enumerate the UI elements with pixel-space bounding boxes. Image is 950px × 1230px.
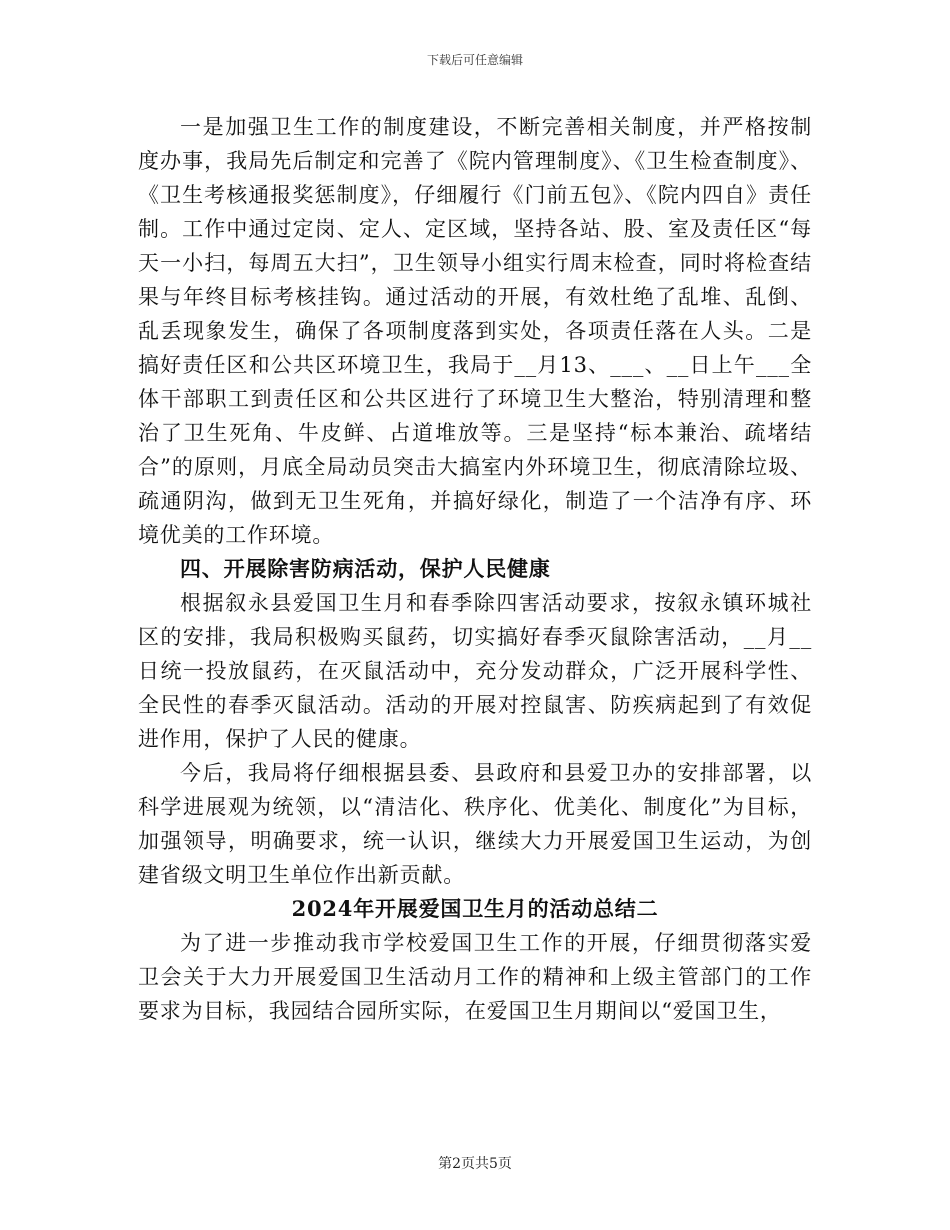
document-body bbox=[138, 110, 812, 1028]
page-footer: 第2页共5页 bbox=[438, 1156, 512, 1172]
paragraph-sanitation-system: 一是加强卫生工作的制度建设，不断完善相关制度，并严格按制度办事，我局先后制定和完善了《院内管理制度》、《卫生检查制度》、《卫生考核通报奖惩制度》，仔细履行《门前五包》、《院内四自》责任制。工作中通过定岗、定人、定区域，坚持各站、股、室及责任区“每天一小扫，每周五大扫”，卫生领导小组实行周末检查，同时将检查结果与年终目标考核挂钩。通过活动的开展，有效杜绝了乱堆、乱倒、乱丢现象发生，确保了各项制度落到实处，各项责任落在人头。二是搞好责任区和公共区环境卫生，我局于__月13、___、__日上午___全体干部职工到责任区和公共区进行了环境卫生大整治，特别清理和整治了卫生死角、牛皮鲜、占道堆放等。三是坚持“标本兼治、疏堵结合”的原则，月底全局动员突击大搞室内外环境卫生，彻底清除垃圾、疏通阴沟，做到无卫生死角，并搞好绿化，制造了一个洁净有序、环境优美的工作环境。 bbox=[138, 115, 812, 547]
paragraph-future-plans: 今后，我局将仔细根据县委、县政府和县爱卫办的安排部署，以科学进展观为统领，以“清洁化、秩序化、优美化、制度化”为目标，加强领导，明确要求，统一认识，继续大力开展爱国卫生运动，为创建省级文明卫生单位作出新贡献。 bbox=[138, 761, 812, 887]
paragraph-rodent-control: 根据叙永县爱国卫生月和春季除四害活动要求，按叙永镇环城社区的安排，我局积极购买鼠药，切实搞好春季灭鼠除害活动，__月__日统一投放鼠药，在灭鼠活动中，充分发动群众，广泛开展科学性、全民性的春季灭鼠活动。活动的开展对控鼠害、防疾病起到了有效促进作用，保护了人民的健康。 bbox=[138, 591, 812, 751]
paragraph-summary-intro: 为了进一步推动我市学校爱国卫生工作的开展，仔细贯彻落实爱卫会关于大力开展爱国卫生活动月工作的精神和上级主管部门的工作要求为目标，我园结合园所实际，在爱国卫生月期间以“爱国卫生， bbox=[138, 931, 812, 1023]
summary-title: 2024年开展爱国卫生月的活动总结二 bbox=[291, 896, 659, 921]
section-heading-pest-control: 四、开展除害防病活动，保护人民健康 bbox=[180, 556, 551, 581]
page-header: 下载后可任意编辑 bbox=[426, 53, 523, 67]
